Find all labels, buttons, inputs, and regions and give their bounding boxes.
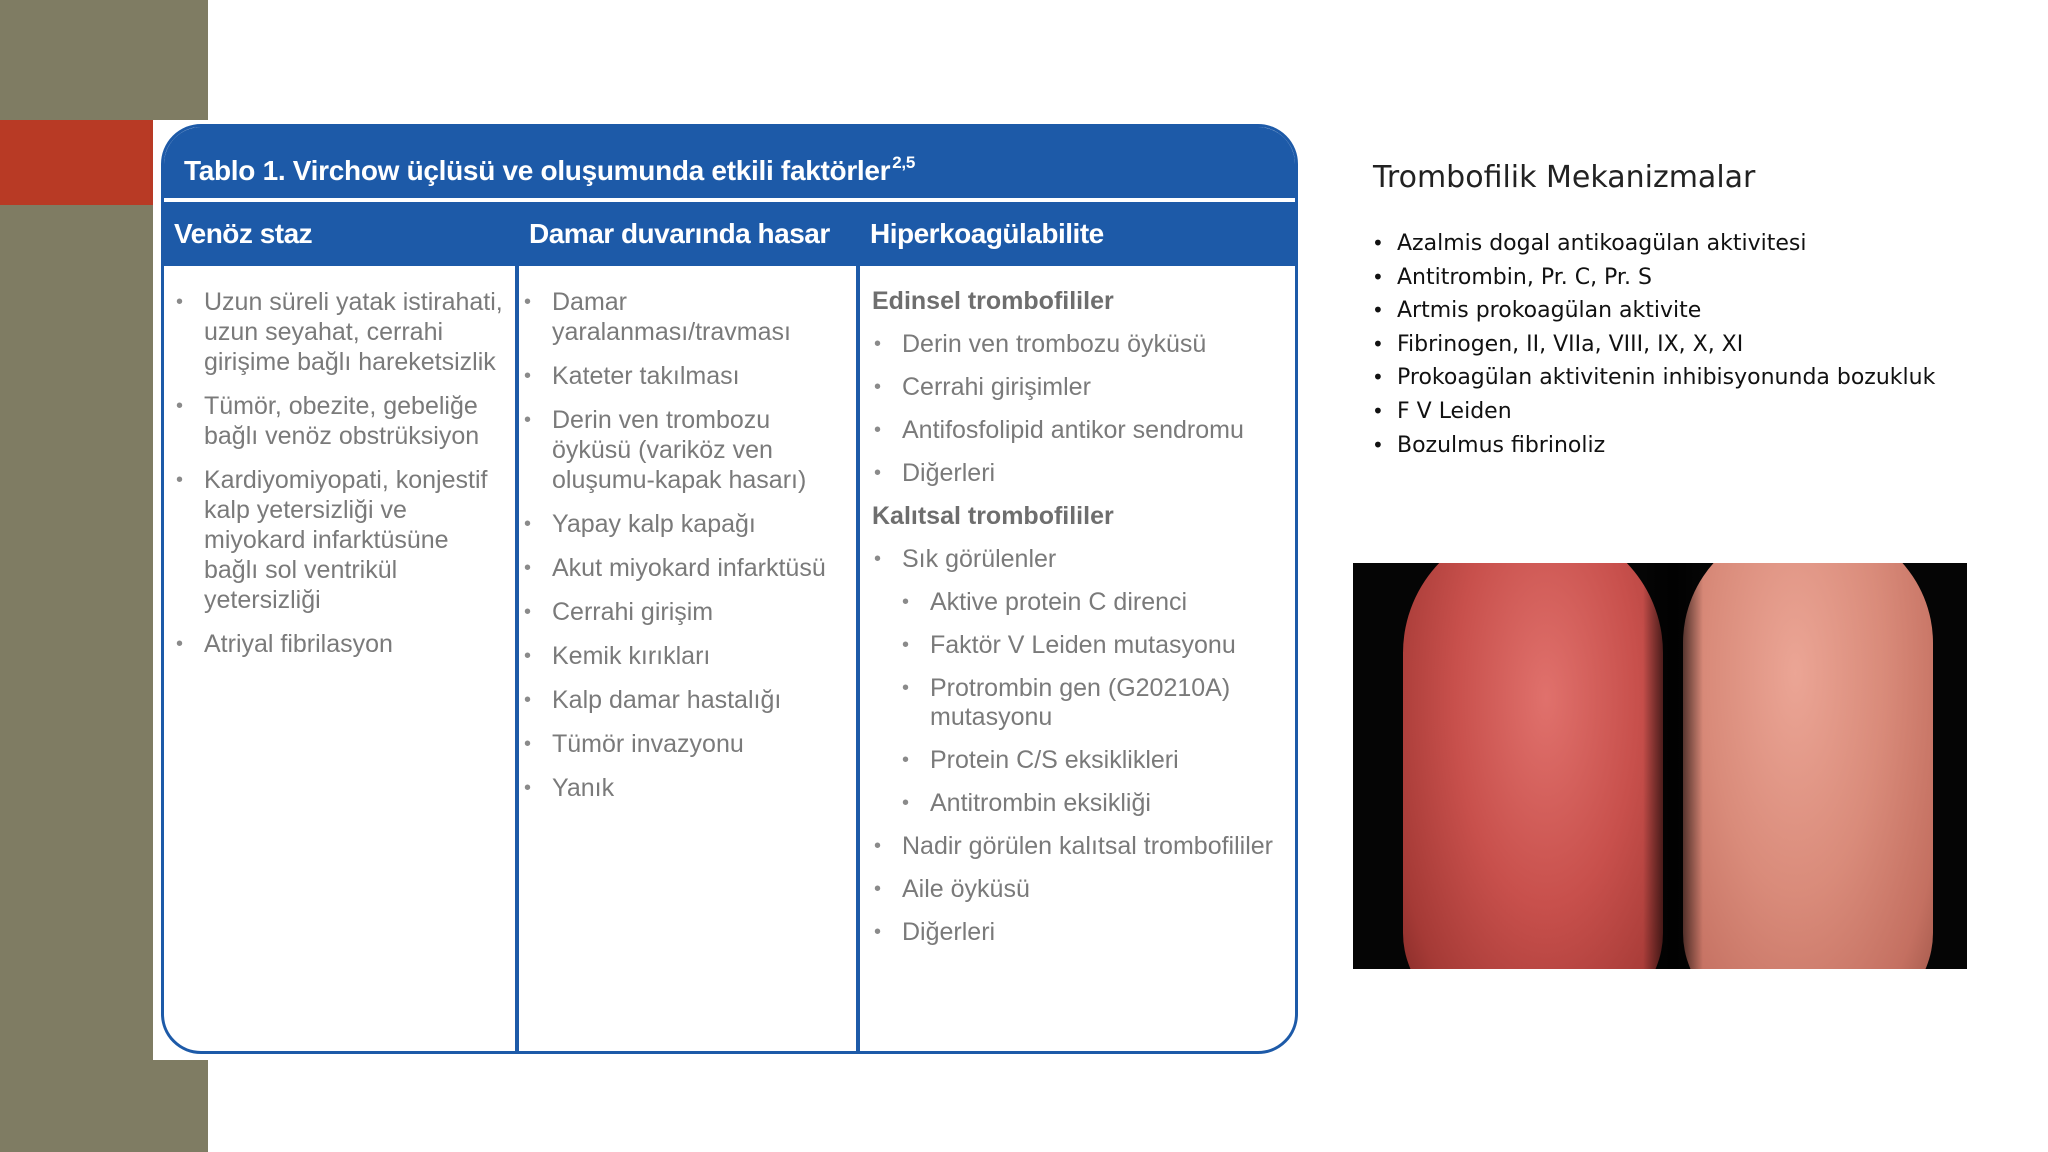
list-item: • Kardiyomiyopati, konjestif kalp yetersizliği ve miyokard infarktüsüne bağlı sol ventrikül yetersizliği (174, 465, 509, 615)
bullet-item: • F V Leiden (1370, 395, 1935, 429)
list-item: • Derin ven trombozu öyküsü (variköz ven oluşumu-kapak hasarı) (522, 405, 850, 495)
list-item: • Kemik kırıkları (522, 641, 850, 671)
column-venous-stasis (174, 287, 509, 673)
column-hypercoagulability (872, 287, 1292, 961)
list-item: • Cerrahi girişimler (872, 373, 1292, 402)
normal-leg-image (1683, 563, 1933, 969)
sub-list-item: • Faktör V Leiden mutasyonu (872, 631, 1292, 660)
column-vessel-wall-damage (522, 287, 850, 817)
list-item: • Atriyal fibrilasyon (174, 629, 509, 659)
list-item: • Derin ven trombozu öyküsü (872, 330, 1292, 359)
sub-list-item: • Protein C/S eksiklikleri (872, 746, 1292, 775)
bullet-item: • Artmis prokoagülan aktivite (1370, 294, 1935, 328)
section-title-acquired: Edinsel trombofililer (872, 287, 1114, 315)
swollen-leg-image (1403, 563, 1663, 969)
list-item: • Aile öyküsü (872, 875, 1292, 904)
bullet-item: • Azalmis dogal antikoagülan aktivitesi (1370, 227, 1935, 261)
virchow-table-image (153, 120, 1308, 1060)
list-item: • Tümör invazyonu (522, 729, 850, 759)
table-title (164, 127, 1295, 198)
bullet-item: • Antitrombin, Pr. C, Pr. S (1370, 261, 1935, 295)
column-header-hypercoagulability: Hiperkoagülabilite (860, 202, 1298, 266)
list-item: • Diğerleri (872, 918, 1292, 947)
list-item: • Yapay kalp kapağı (522, 509, 850, 539)
column-header-venous-stasis: Venöz staz (164, 202, 515, 266)
column-divider (856, 202, 860, 1051)
list-item: • Damar yaralanması/travması (522, 287, 850, 347)
list-item: • Akut miyokard infarktüsü (522, 553, 850, 583)
list-item: • Kateter takılması (522, 361, 850, 391)
list-item: • Kalp damar hastalığı (522, 685, 850, 715)
column-header-vessel-wall-damage: Damar duvarında hasar (519, 202, 856, 266)
legs-photo (1353, 563, 1967, 969)
photo-shadow (1643, 563, 1703, 969)
bullet-item: • Prokoagülan aktivitenin inhibisyonunda bozukluk (1370, 361, 1935, 395)
column-divider (515, 202, 519, 1051)
table-title-text: Tablo 1. Virchow üçlüsü ve oluşumunda etkili faktörler (184, 155, 891, 186)
bullet-item: • Fibrinogen, II, VIIa, VIII, IX, X, XI (1370, 328, 1935, 362)
list-item: • Nadir görülen kalıtsal trombofililer (872, 832, 1292, 861)
section-title-hereditary: Kalıtsal trombofililer (872, 502, 1114, 530)
table-frame (161, 124, 1298, 1054)
sub-list-item: • Antitrombin eksikliği (872, 789, 1292, 818)
slide-section-title: Trombofilik Mekanizmalar (1373, 160, 1756, 195)
list-item: • Cerrahi girişim (522, 597, 850, 627)
slide-accent-block (0, 120, 153, 205)
sub-list-item: • Protrombin gen (G20210A) mutasyonu (872, 674, 1292, 732)
list-item: • Sık görülenler (872, 545, 1292, 574)
list-item: • Diğerleri (872, 459, 1292, 488)
list-item: • Uzun süreli yatak istirahati, uzun seyahat, cerrahi girişime bağlı hareketsizlik (174, 287, 509, 377)
table-title-superscript: 2,5 (892, 153, 915, 172)
list-item: • Yanık (522, 773, 850, 803)
list-item: • Tümör, obezite, gebeliğe bağlı venöz obstrüksiyon (174, 391, 509, 451)
sub-list-item: • Aktive protein C direnci (872, 588, 1292, 617)
mechanism-bullet-list (1370, 227, 1935, 462)
bullet-item: • Bozulmus fibrinoliz (1370, 429, 1935, 463)
list-item: • Antifosfolipid antikor sendromu (872, 416, 1292, 445)
